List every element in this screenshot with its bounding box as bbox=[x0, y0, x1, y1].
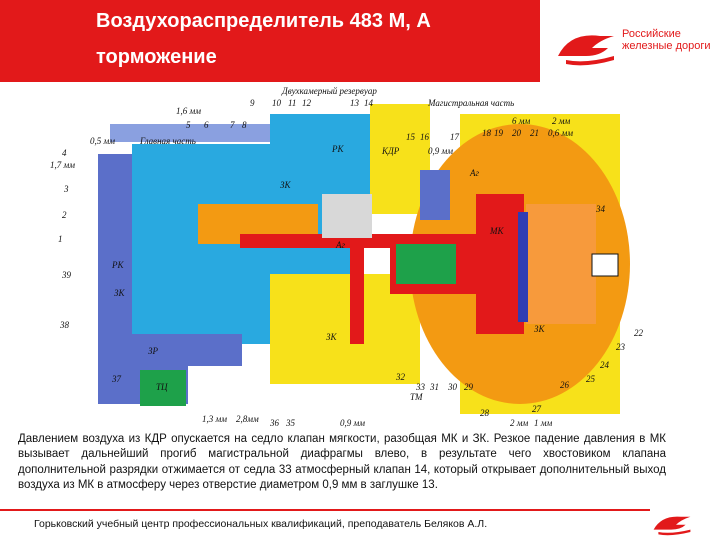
callout-30: 30 bbox=[448, 382, 457, 392]
footer-divider bbox=[0, 509, 650, 511]
description-text: Давлением воздуха из КДР опускается на седло клапан мягкости, разобщая МК и ЗК. Резкое падение давления в МК вызывает дальнейший прогиб магистральной диафрагмы влево, в результате чего хвостовиком клапана дополнительной разрядки отжимается от седла 33 атмосферный клапан 14, который открывает дополнительный выход воздуха из МК в атмосферу через отверстие диаметром 0,9 мм в заглушке 13. bbox=[18, 433, 666, 492]
callout-22: 22 bbox=[634, 328, 643, 338]
rzd-logo-line2: железные дороги bbox=[622, 40, 711, 52]
callout-15: 15 bbox=[406, 132, 415, 142]
label-main-part: Главная часть bbox=[140, 136, 196, 146]
callout-1mm: 1 мм bbox=[534, 418, 553, 428]
label-zk: ЗК bbox=[280, 180, 291, 190]
callout-14: 14 bbox=[364, 98, 373, 108]
callout-2mm-b: 2 мм bbox=[510, 418, 529, 428]
callout-8: 8 bbox=[242, 120, 247, 130]
rzd-footer-logo-icon bbox=[652, 512, 700, 536]
rzd-logo-text bbox=[622, 28, 711, 52]
callout-31: 31 bbox=[430, 382, 439, 392]
callout-28: 28 bbox=[480, 408, 489, 418]
green-valve bbox=[396, 244, 456, 284]
callout-1-6: 1,6 мм bbox=[176, 106, 201, 116]
callout-6mm: 6 мм bbox=[512, 116, 531, 126]
label-tm: ТМ bbox=[410, 392, 423, 402]
callout-0-9a: 0,9 мм bbox=[428, 146, 453, 156]
zr-block bbox=[112, 334, 242, 366]
label-reservoir: Двухкамерный резервуар bbox=[282, 86, 377, 96]
callout-4: 4 bbox=[62, 148, 67, 158]
callout-19: 19 bbox=[494, 128, 503, 138]
center-chamber bbox=[322, 194, 372, 238]
label-tc: ТЦ bbox=[156, 382, 168, 392]
label-rk: РК bbox=[332, 144, 344, 154]
callout-6: 6 bbox=[204, 120, 209, 130]
title-bar bbox=[0, 0, 540, 82]
callout-11: 11 bbox=[288, 98, 297, 108]
callout-35: 35 bbox=[286, 418, 295, 428]
callout-7: 7 bbox=[230, 120, 235, 130]
callout-2-8: 2,8мм bbox=[236, 414, 259, 424]
callout-32: 32 bbox=[396, 372, 405, 382]
label-ag2: Аг bbox=[336, 240, 346, 250]
callout-27: 27 bbox=[532, 404, 541, 414]
callout-33: 33 bbox=[416, 382, 425, 392]
callout-1: 1 bbox=[58, 234, 63, 244]
label-rk2: РК bbox=[112, 260, 124, 270]
callout-9: 9 bbox=[250, 98, 255, 108]
callout-23: 23 bbox=[616, 342, 625, 352]
kdr-valve bbox=[420, 170, 450, 220]
callout-38: 38 bbox=[60, 320, 69, 330]
label-zk4: ЗК bbox=[534, 324, 545, 334]
callout-0-9b: 0,9 мм bbox=[340, 418, 365, 428]
callout-21: 21 bbox=[530, 128, 539, 138]
callout-18: 18 bbox=[482, 128, 491, 138]
rk-chamber bbox=[270, 114, 370, 204]
callout-37: 37 bbox=[112, 374, 121, 384]
label-zk2: ЗК bbox=[326, 332, 337, 342]
callout-13: 13 bbox=[350, 98, 359, 108]
callout-1-7: 1,7 мм bbox=[50, 160, 75, 170]
callout-16: 16 bbox=[420, 132, 429, 142]
callout-10: 10 bbox=[272, 98, 281, 108]
mag-diaphragm bbox=[518, 212, 528, 322]
callout-26: 26 bbox=[560, 380, 569, 390]
mag-diaphragm-zone bbox=[526, 204, 596, 324]
label-kdr: КДР bbox=[382, 146, 400, 156]
callout-1-3: 1,3 мм bbox=[202, 414, 227, 424]
callout-0-6: 0,6 мм bbox=[548, 128, 573, 138]
callout-5: 5 bbox=[186, 120, 191, 130]
callout-20: 20 bbox=[512, 128, 521, 138]
page-title-line1: Воздухораспределитель 483 М, А bbox=[96, 10, 431, 32]
callout-2mm: 2 мм bbox=[552, 116, 571, 126]
label-ag: Аг bbox=[470, 168, 480, 178]
callout-25: 25 bbox=[586, 374, 595, 384]
page-title-line2: торможение bbox=[96, 46, 217, 68]
label-mk: МК bbox=[490, 226, 504, 236]
callout-24: 24 bbox=[600, 360, 609, 370]
label-zr: ЗР bbox=[148, 346, 158, 356]
filter-mesh bbox=[592, 254, 618, 276]
callout-12: 12 bbox=[302, 98, 311, 108]
callout-17: 17 bbox=[450, 132, 459, 142]
mk-chamber bbox=[476, 194, 524, 334]
label-mag-part: Магистральная часть bbox=[428, 98, 515, 108]
callout-0-5: 0,5 мм bbox=[90, 136, 115, 146]
rzd-logo-icon bbox=[558, 35, 614, 65]
callout-36: 36 bbox=[270, 418, 279, 428]
callout-2: 2 bbox=[62, 210, 67, 220]
footer-text: Горьковский учебный центр профессиональных квалификаций, преподаватель Беляков А.Л. bbox=[34, 518, 488, 530]
callout-3: 3 bbox=[64, 184, 69, 194]
rzd-logo-line1: Российские bbox=[622, 28, 681, 40]
callout-34: 34 bbox=[596, 204, 605, 214]
callout-39: 39 bbox=[62, 270, 71, 280]
air-distributor-diagram bbox=[40, 84, 680, 430]
label-zk3: ЗК bbox=[114, 288, 125, 298]
callout-29: 29 bbox=[464, 382, 473, 392]
